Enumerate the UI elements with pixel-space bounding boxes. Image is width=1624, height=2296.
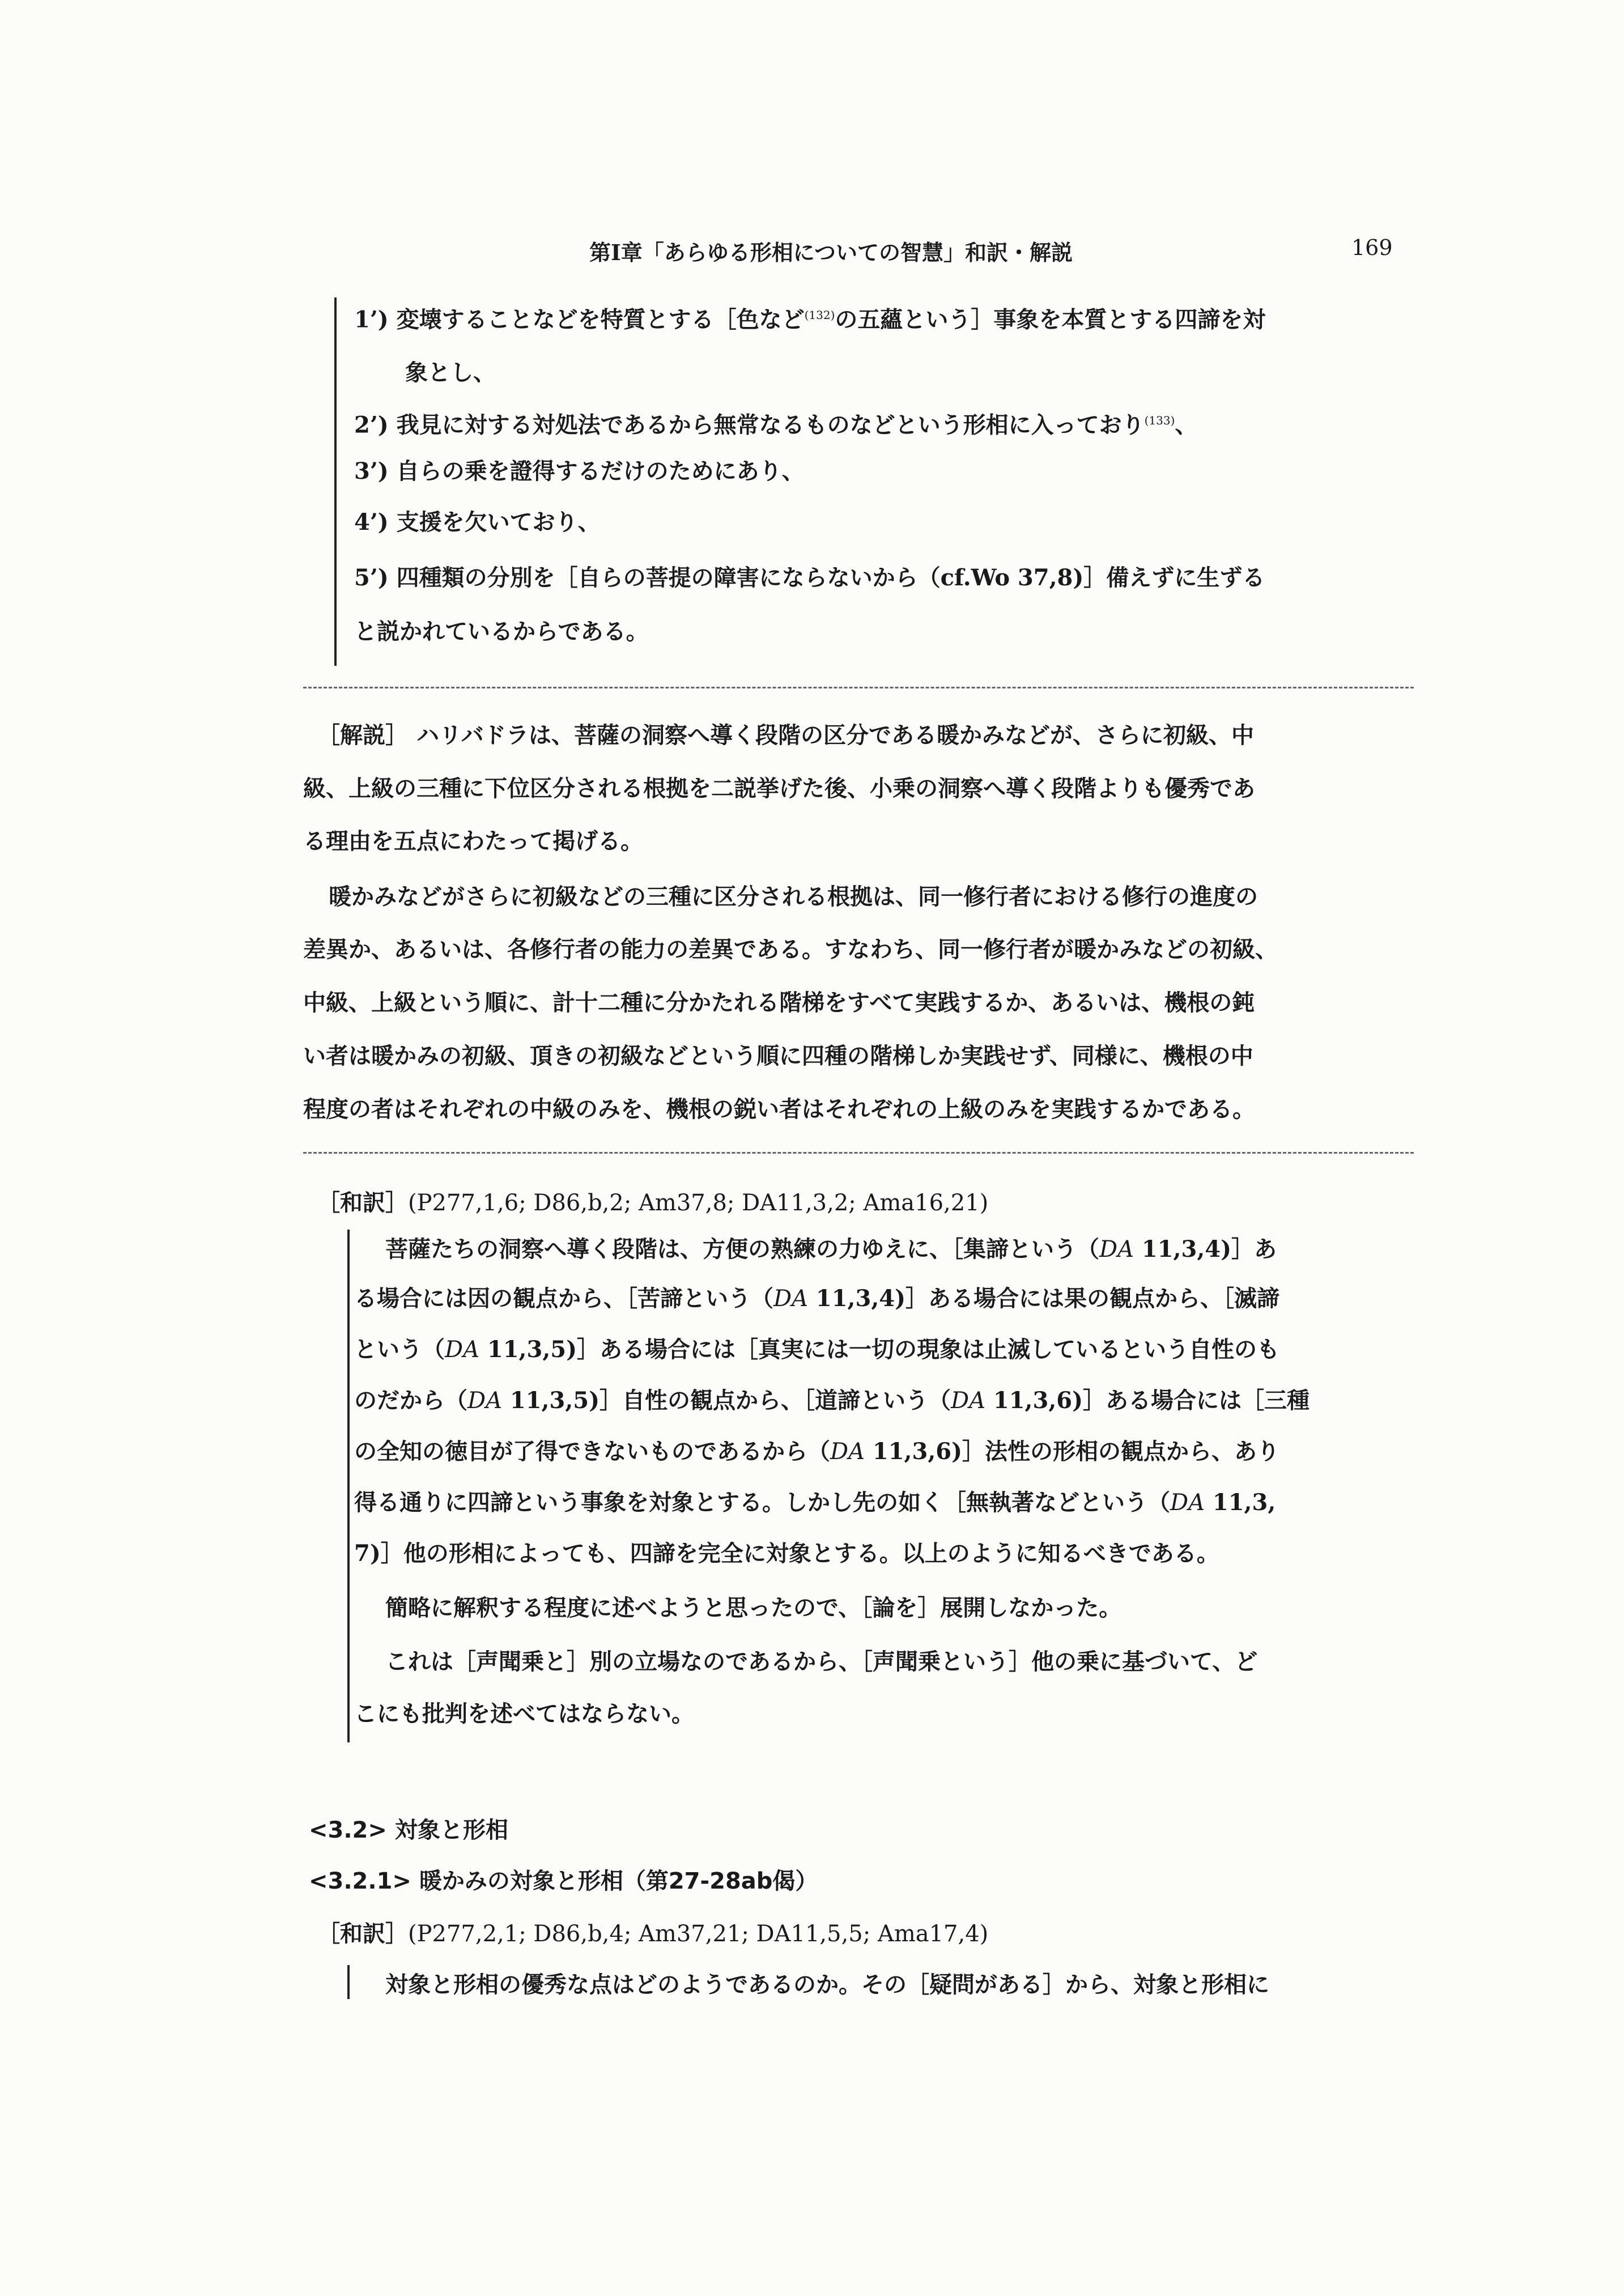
- translation-label: ［和訳］(P277,1,6; D86,b,2; Am37,8; DA11,3,2; Ama16,21): [317, 1189, 989, 1216]
- translation-line: の全知の徳目が了得できないものであるから（DA 11,3,6)］法性の形相の観点から、あり: [354, 1438, 1279, 1465]
- translation-line: 7)］他の形相によっても、四諦を完全に対象とする。以上のように知るべきである。: [354, 1540, 1219, 1567]
- commentary-line: ハリバドラは、菩薩の洞察へ導く段階の区分である暖かみなどが、さらに初級、中: [416, 722, 1254, 749]
- running-header-title: 第I章「あらゆる形相についての智慧」和訳・解説: [589, 240, 1073, 265]
- translation-line: こにも批判を述べてはならない。: [354, 1700, 694, 1727]
- list-item-1-continuation: 象とし、: [405, 359, 496, 386]
- translation-label: ［和訳］(P277,2,1; D86,b,4; Am37,21; DA11,5,5; Ama17,4): [317, 1920, 989, 1947]
- translation-margin-bar: [347, 1230, 350, 1742]
- list-item-5-continuation: と説かれているからである。: [354, 618, 649, 645]
- list-item-5: 5’) 四種類の分別を［自らの菩提の障害にならないから（cf.Wo 37,8)］備えずに生ずる: [354, 564, 1265, 591]
- divider-dashed: [303, 687, 1414, 688]
- translation-line: 簡略に解釈する程度に述べようと思ったので、［論を］展開しなかった。: [385, 1595, 1122, 1621]
- list-item-2: 2’) 我見に対する対処法であるから無常なるものなどという形相に入っており$^{(133)}$、: [354, 411, 1198, 439]
- list-item-4: 4’) 支援を欠いており、: [354, 509, 601, 535]
- commentary-line: 級、上級の三種に下位区分される根拠を二説挙げた後、小乗の洞察へ導く段階よりも優秀であ: [303, 775, 1255, 802]
- footnote-mark-133: (133): [1144, 414, 1175, 427]
- translation-line: これは［声聞乗と］別の立場なのであるから、［声聞乗という］他の乗に基づいて、ど: [385, 1648, 1258, 1675]
- commentary-label: ［解説］: [317, 722, 408, 749]
- translation-margin-bar: [347, 1965, 350, 1999]
- translation-line: る場合には因の観点から、［苦諦という（DA 11,3,4)］ある場合には果の観点から、［滅諦: [354, 1285, 1279, 1312]
- list-item-3: 3’) 自らの乗を證得するだけのためにあり、: [354, 458, 805, 484]
- divider-dashed: [303, 1152, 1414, 1154]
- running-header: [0, 235, 1624, 269]
- list-margin-bar: [334, 297, 337, 666]
- translation-line: 菩薩たちの洞察へ導く段階は、方便の熟練の力ゆえに、［集諦という（DA 11,3,4)］あ: [385, 1236, 1277, 1262]
- list-item-1: 1’) 変壊することなどを特質とする［色など$^{(132)}$の五蘊という］事象を本質とする四諦を対: [354, 306, 1266, 333]
- commentary-line: い者は暖かみの初級、頂きの初級などという順に四種の階梯しか実践せず、同様に、機根の中: [303, 1043, 1253, 1069]
- commentary-line: 程度の者はそれぞれの中級のみを、機根の鋭い者はそれぞれの上級のみを実践するかである。: [303, 1096, 1255, 1123]
- translation-line: 得る通りに四諦という事象を対象とする。しかし先の如く［無執著などという（DA 11,3,: [354, 1489, 1276, 1516]
- footnote-mark-132: (132): [804, 308, 835, 322]
- section-heading: <3.2> 対象と形相: [309, 1817, 508, 1843]
- commentary-line: 差異か、あるいは、各修行者の能力の差異である。すなわち、同一修行者が暖かみなどの初級、: [303, 936, 1278, 963]
- translation-line: 対象と形相の優秀な点はどのようであるのか。その［疑問がある］から、対象と形相に: [385, 1971, 1269, 1998]
- commentary-line: る理由を五点にわたって掲げる。: [303, 828, 643, 854]
- commentary-line: 中級、上級という順に、計十二種に分かたれる階梯をすべて実践するか、あるいは、機根の鈍: [303, 989, 1255, 1016]
- subsection-heading: <3.2.1> 暖かみの対象と形相（第27-28ab偈）: [309, 1868, 818, 1894]
- commentary-line: 暖かみなどがさらに初級などの三種に区分される根拠は、同一修行者における修行の進度の: [329, 883, 1258, 910]
- translation-line: という（DA 11,3,5)］ある場合には［真実には一切の現象は止滅しているという自性のも: [354, 1336, 1279, 1363]
- page-number: 169: [1351, 235, 1393, 260]
- translation-line: のだから（DA 11,3,5)］自性の観点から、［道諦という（DA 11,3,6)］ある場合には［三種: [354, 1387, 1310, 1414]
